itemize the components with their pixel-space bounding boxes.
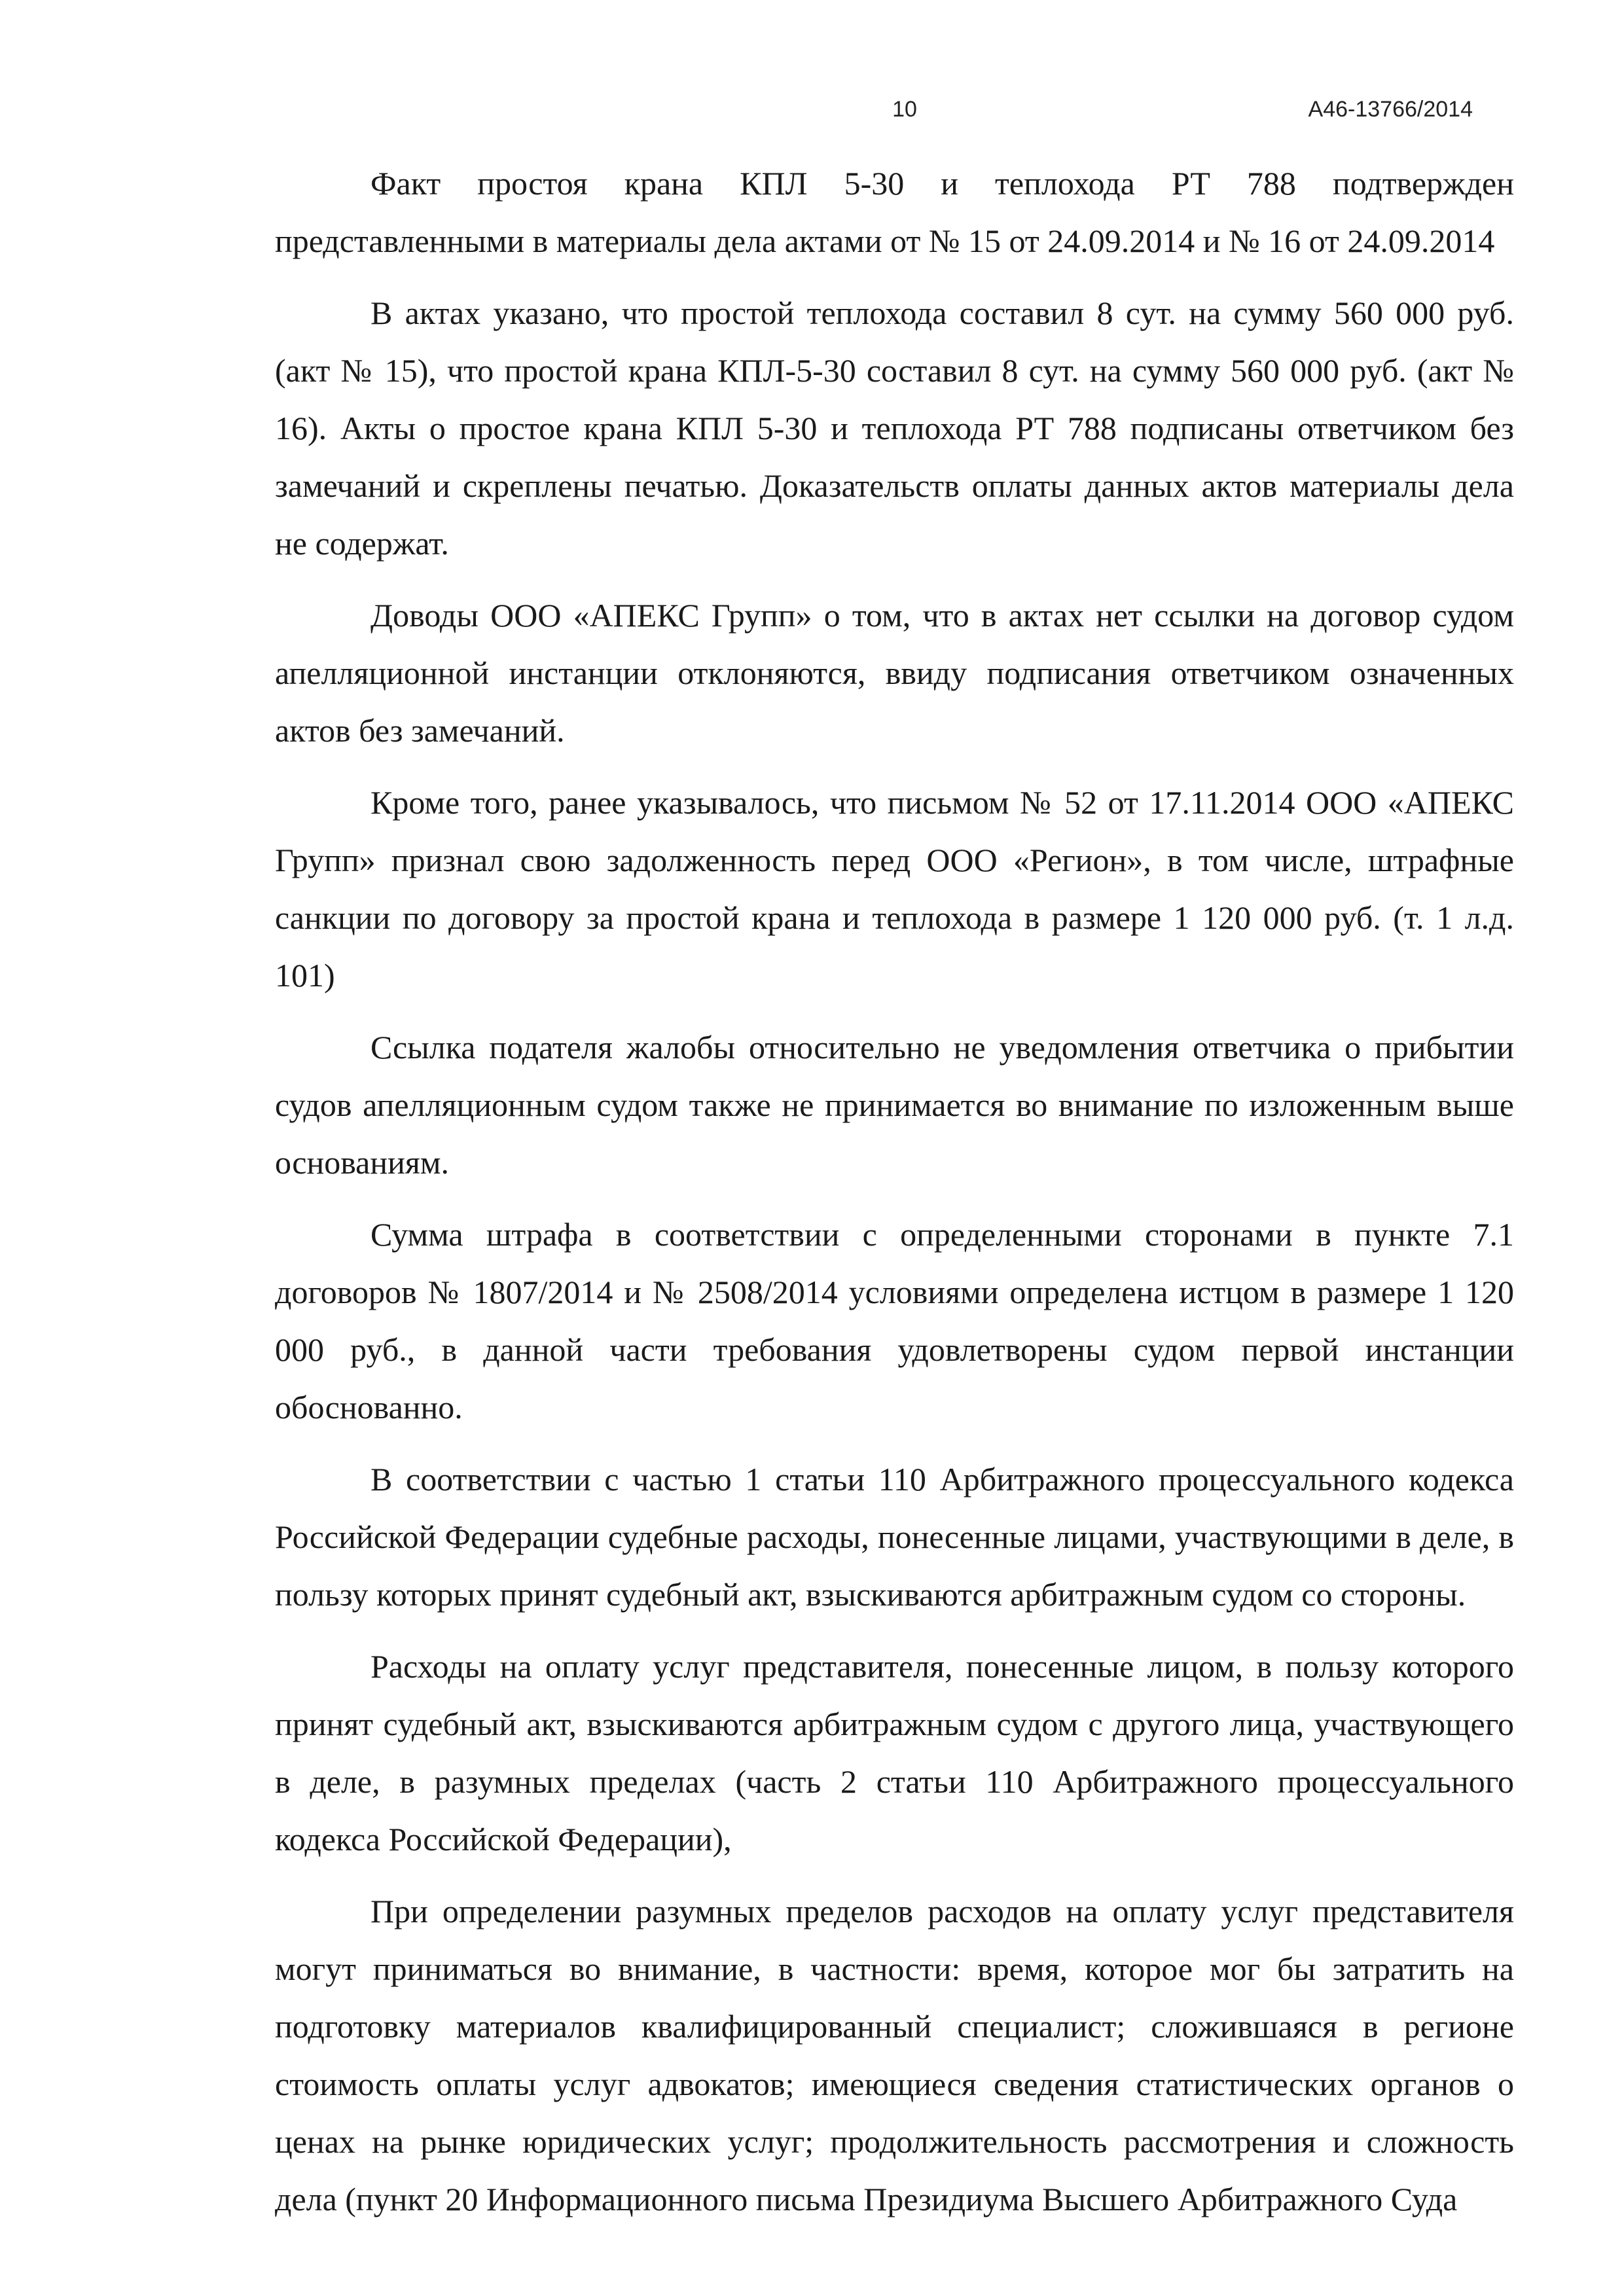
case-number: А46-13766/2014: [1308, 97, 1473, 122]
paragraph-2: В актах указано, что простой теплохода составил 8 сут. на сумму 560 000 руб. (акт № 15), что простой крана КПЛ-5-30 составил 8 сут. на сумму 560 000 руб. (акт № 16). Акты о простое крана КПЛ 5-30 и теплохода РТ 788 подписаны ответчиком без замечаний и скреплены печатью. Доказательств оплаты данных актов материалы дела не содержат.: [275, 295, 1514, 562]
paragraph-8: Расходы на оплату услуг представителя, понесенные лицом, в пользу которого принят судебный акт, взыскиваются арбитражным судом с другого лица, участвующего в деле, в разумных пределах (часть 2 статьи 110 Арбитражного процессуального кодекса Российской Федерации),: [275, 1648, 1514, 1857]
paragraph-3: Доводы ООО «АПЕКС Групп» о том, что в актах нет ссылки на договор судом апелляционной инстанции отклоняются, ввиду подписания ответчиком означенных актов без замечаний.: [275, 597, 1514, 749]
page-number: 10: [892, 97, 917, 122]
paragraph-6: Сумма штрафа в соответствии с определенными сторонами в пункте 7.1 договоров № 1807/2014 и № 2508/2014 условиями определена истцом в размере 1 120 000 руб., в данной части требования удовлетворены судом первой инстанции обоснованно.: [275, 1216, 1514, 1426]
document-body: [275, 154, 1514, 2242]
paragraph-7: В соответствии с частью 1 статьи 110 Арбитражного процессуального кодекса Российской Федерации судебные расходы, понесенные лицами, участвующими в деле, в пользу которых принят судебный акт, взыскиваются арбитражным судом со стороны.: [275, 1461, 1514, 1613]
paragraph-5: Ссылка подателя жалобы относительно не уведомления ответчика о прибытии судов апелляционным судом также не принимается во внимание по изложенным выше основаниям.: [275, 1029, 1514, 1181]
paragraph-1: Факт простоя крана КПЛ 5-30 и теплохода РТ 788 подтвержден представленными в материалы дела актами от № 15 от 24.09.2014 и № 16 от 24.09.2014: [275, 165, 1514, 259]
paragraph-9: При определении разумных пределов расходов на оплату услуг представителя могут приниматься во внимание, в частности: время, которое мог бы затратить на подготовку материалов квалифицированный специалист; сложившаяся в регионе стоимость оплаты услуг адвокатов; имеющиеся сведения статистических органов о ценах на рынке юридических услуг; продолжительность рассмотрения и сложность дела (пункт 20 Информационного письма Президиума Высшего Арбитражного Суда: [275, 1893, 1514, 2217]
paragraph-4: Кроме того, ранее указывалось, что письмом № 52 от 17.11.2014 ООО «АПЕКС Групп» признал свою задолженность перед ООО «Регион», в том числе, штрафные санкции по договору за простой крана и теплохода в размере 1 120 000 руб. (т. 1 л.д. 101): [275, 784, 1514, 994]
